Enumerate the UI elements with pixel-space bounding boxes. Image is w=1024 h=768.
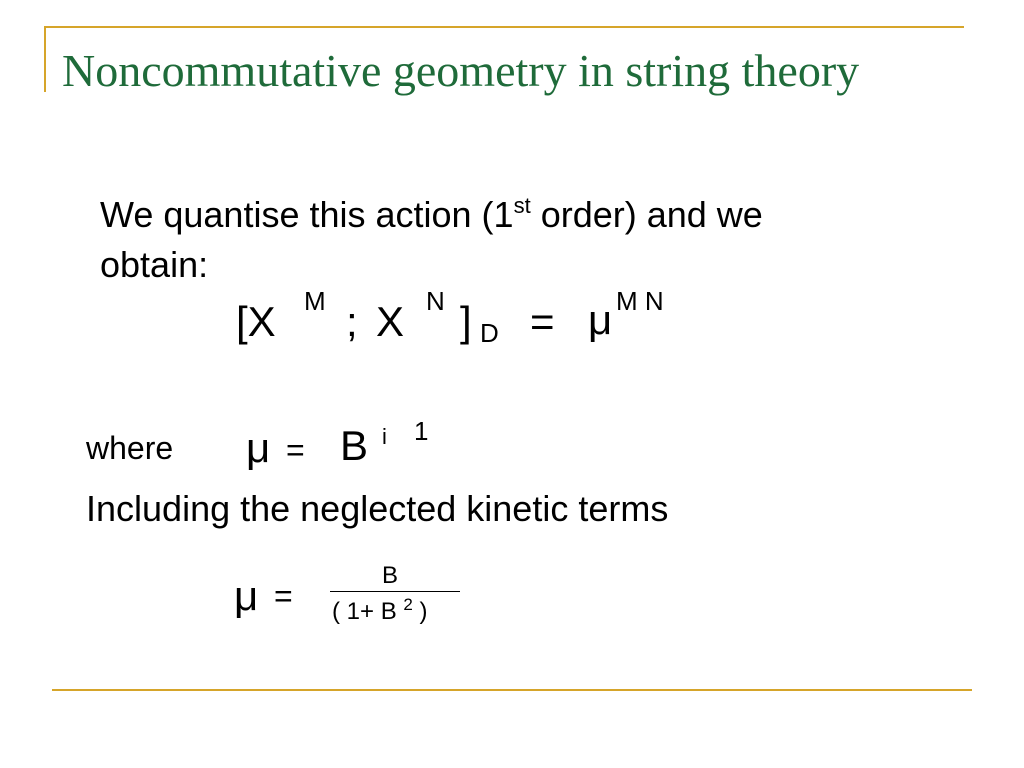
including-line: Including the neglected kinetic terms bbox=[86, 488, 669, 529]
eq2-equals: = bbox=[286, 432, 305, 468]
bottom-rule bbox=[52, 689, 972, 691]
ordinal-superscript: st bbox=[513, 193, 531, 218]
eq2-sup-1: 1 bbox=[414, 416, 429, 446]
eq3-mu: μ bbox=[234, 572, 259, 619]
body-line-2: obtain: bbox=[100, 244, 209, 285]
body-line-1-end: order) and we bbox=[530, 194, 763, 235]
eq3-denominator-end: ) bbox=[412, 598, 428, 625]
eq1-sub-d: D bbox=[480, 318, 499, 348]
eq2-mu: μ bbox=[246, 424, 271, 471]
eq2-sup-i: i bbox=[382, 424, 387, 449]
eq3-denominator bbox=[332, 595, 428, 626]
eq1-x: X bbox=[376, 298, 405, 345]
eq3-denominator-sup: 2 bbox=[403, 595, 413, 614]
eq1-sup-m: M bbox=[304, 286, 326, 316]
left-rule bbox=[44, 26, 46, 92]
body-line-1 bbox=[100, 194, 763, 236]
eq2-b: B bbox=[340, 422, 369, 469]
eq3-equals: = bbox=[274, 578, 293, 614]
eq1-sup-mn: M N bbox=[616, 286, 664, 316]
body-line-1-start: We quantise this action (1 bbox=[100, 194, 514, 235]
eq1-equals: = bbox=[530, 298, 555, 345]
eq1-semicolon: ; bbox=[346, 298, 358, 345]
eq3-numerator: B bbox=[382, 562, 399, 589]
eq1-sup-n: N bbox=[426, 286, 445, 316]
fraction-bar bbox=[330, 591, 460, 592]
slide-title: Noncommutative geometry in string theory bbox=[62, 45, 860, 96]
eq1-open-x: [X bbox=[236, 298, 276, 345]
top-rule bbox=[44, 26, 964, 28]
where-label: where bbox=[86, 430, 174, 466]
eq1-mu: μ bbox=[588, 296, 613, 343]
eq1-close-bracket: ] bbox=[460, 298, 472, 345]
eq3-denominator-start: ( 1+ B bbox=[332, 598, 404, 625]
